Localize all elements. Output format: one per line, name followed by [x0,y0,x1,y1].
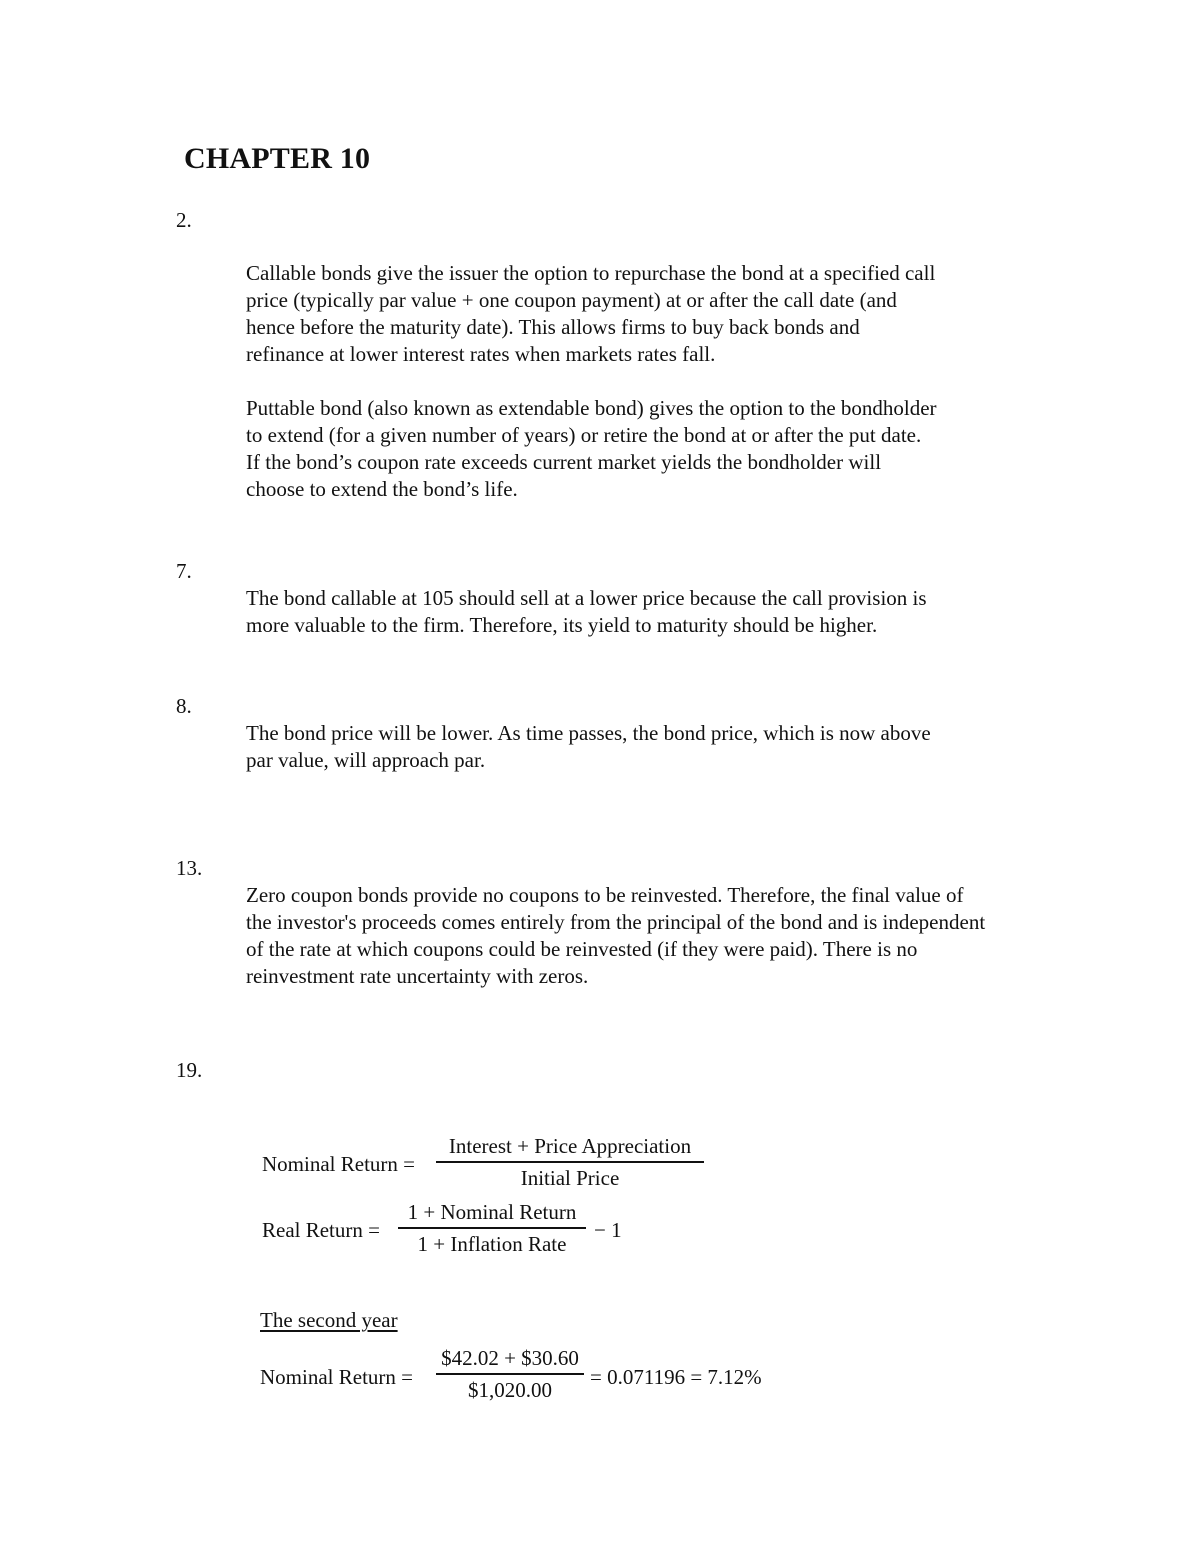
fraction-denominator: 1 + Inflation Rate [417,1232,567,1256]
text-line: to extend (for a given number of years) or retire the bond at or after the put date. [246,423,922,447]
formula-label: Real Return = [262,1218,380,1242]
fraction-numerator: $42.02 + $30.60 [441,1346,579,1370]
real-return-fraction [398,1200,586,1257]
chapter-title: CHAPTER 10 [184,142,371,175]
formula-suffix: − 1 [594,1218,622,1242]
text-line: reinvestment rate uncertainty with zeros. [246,964,589,988]
text-line: refinance at lower interest rates when markets rates fall. [246,342,716,366]
question-number: 8. [176,694,192,718]
formula-label: Nominal Return = [262,1152,415,1176]
text-line: par value, will approach par. [246,748,486,772]
answer-paragraph [246,720,931,774]
text-line: If the bond’s coupon rate exceeds current market yields the bondholder will [246,450,882,474]
text-line: hence before the maturity date). This allows firms to buy back bonds and [246,315,860,339]
formula-result: = 0.071196 = 7.12% [590,1365,762,1389]
question-number: 19. [176,1058,203,1082]
formula-label: Nominal Return = [260,1365,413,1389]
answer-paragraph [246,882,985,990]
text-line: The bond callable at 105 should sell at a lower price because the call provision is [246,586,927,610]
answer-paragraph [246,585,927,639]
fraction-bar [398,1227,586,1229]
section-subheading: The second year [260,1308,398,1332]
text-line: the investor's proceeds comes entirely from the principal of the bond and is independent [246,910,986,934]
text-line: choose to extend the bond’s life. [246,477,518,501]
fraction-denominator: Initial Price [520,1166,620,1190]
nominal-return-fraction [436,1134,704,1191]
text-line: The bond price will be lower. As time passes, the bond price, which is now above [246,721,931,745]
text-line: Zero coupon bonds provide no coupons to be reinvested. Therefore, the final value of [246,883,964,907]
fraction-numerator: Interest + Price Appreciation [448,1134,692,1158]
fraction-bar [436,1373,584,1375]
text-line: Puttable bond (also known as extendable bond) gives the option to the bondholder [246,396,937,420]
question-number: 7. [176,559,192,583]
text-line: Callable bonds give the issuer the option to repurchase the bond at a specified call [246,261,936,285]
answer-paragraph [246,260,935,368]
fraction-numerator: 1 + Nominal Return [407,1200,577,1224]
text-line: of the rate at which coupons could be reinvested (if they were paid). There is no [246,937,918,961]
question-number: 2. [176,208,192,232]
fraction-bar [436,1161,704,1163]
example-fraction [436,1346,584,1403]
text-line: price (typically par value + one coupon payment) at or after the call date (and [246,288,897,312]
question-number: 13. [176,856,203,880]
answer-paragraph [246,395,937,503]
fraction-denominator: $1,020.00 [468,1378,552,1402]
text-line: more valuable to the firm. Therefore, its yield to maturity should be higher. [246,613,878,637]
